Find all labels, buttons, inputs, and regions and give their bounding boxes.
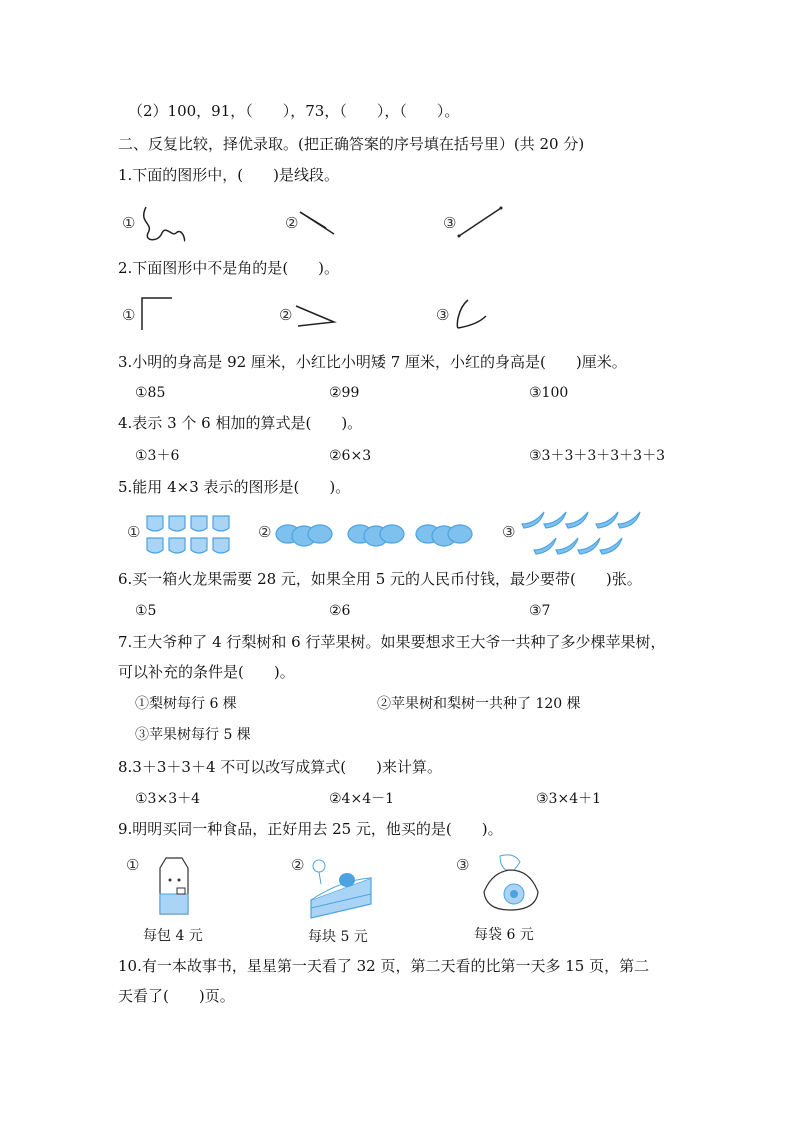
mango-icon <box>272 514 492 554</box>
q3-option-3: ③100 <box>529 385 569 401</box>
q3-option-1: ①85 <box>135 385 166 401</box>
q8-option-2: ②4×4－1 <box>329 791 395 807</box>
option-3-marker: ③ <box>502 523 516 541</box>
pepper-icon <box>516 506 646 554</box>
q9-caption-2: 每块 5 元 <box>308 929 368 945</box>
q8-option-1: ①3×3＋4 <box>135 791 201 807</box>
q4-option-3: ③3＋3＋3＋3＋3＋3 <box>529 448 665 464</box>
question-1: 1.下面的图形中，( )是线段。 <box>118 166 340 184</box>
q9-caption-1: 每包 4 元 <box>143 928 203 944</box>
question-5: 5.能用 4×3 表示的图形是( )。 <box>118 478 351 496</box>
q6-option-1: ①5 <box>135 603 157 619</box>
question-4: 4.表示 3 个 6 相加的算式是( )。 <box>118 414 363 432</box>
q6-option-3: ③7 <box>529 603 551 619</box>
option-2-marker: ② <box>279 306 293 324</box>
option-3-marker: ③ <box>436 306 450 324</box>
curve-line-icon <box>136 203 206 253</box>
q7-option-2: ②苹果树和梨树一共种了 120 棵 <box>377 696 581 712</box>
q6-option-2: ②6 <box>329 603 351 619</box>
option-1-marker: ① <box>122 214 136 232</box>
segment-icon <box>455 202 505 242</box>
option-1-marker: ① <box>126 856 140 874</box>
q8-option-3: ③3×4＋1 <box>536 791 602 807</box>
cake-icon <box>305 856 385 926</box>
q3-option-2: ②99 <box>329 385 360 401</box>
option-3-marker: ③ <box>456 856 470 874</box>
section-title: 二、反复比较，择优录取。(把正确答案的序号填在括号里）(共 20 分) <box>118 135 585 153</box>
option-3-marker: ③ <box>443 214 457 232</box>
acute-angle-icon <box>292 300 342 340</box>
curved-angle-icon <box>450 296 500 336</box>
option-2-marker: ② <box>258 523 272 541</box>
q9-caption-3: 每袋 6 元 <box>474 927 534 943</box>
strawberry-icon <box>143 510 233 556</box>
bread-bag-icon <box>476 852 546 922</box>
q4-option-1: ①3＋6 <box>135 448 180 464</box>
q7-option-1: ①梨树每行 6 棵 <box>135 696 237 712</box>
question-8: 8.3＋3＋3＋4 不可以改写成算式( )来计算。 <box>118 758 442 776</box>
sequence-question: （2）100，91，（ ），73，（ ），（ ）。 <box>128 102 460 120</box>
question-10-line-2: 天看了( )页。 <box>118 987 235 1005</box>
option-1-marker: ① <box>127 523 141 541</box>
question-2: 2.下面图形中不是角的是( )。 <box>118 259 340 277</box>
milk-carton-icon <box>150 854 200 920</box>
question-10-line-1: 10.有一本故事书，星星第一天看了 32 页，第二天看的比第一天多 15 页，第二 <box>118 957 650 975</box>
option-2-marker: ② <box>291 856 305 874</box>
question-9: 9.明明买同一种食品，正好用去 25 元，他买的是( )。 <box>118 820 503 838</box>
question-7-line-1: 7.王大爷种了 4 行梨树和 6 行苹果树。如果要想求王大爷一共种了多少棵苹果树， <box>118 633 666 651</box>
question-6: 6.买一箱火龙果需要 28 元，如果全用 5 元的人民币付钱，最少要带( )张。 <box>118 570 642 588</box>
question-3: 3.小明的身高是 92 厘米，小红比小明矮 7 厘米，小红的身高是( )厘米。 <box>118 353 627 371</box>
q7-option-3: ③苹果树每行 5 棵 <box>135 727 251 743</box>
option-2-marker: ② <box>285 214 299 232</box>
right-angle-icon <box>136 294 176 334</box>
q4-option-2: ②6×3 <box>329 448 372 464</box>
option-1-marker: ① <box>122 306 136 324</box>
ray-icon <box>298 208 338 238</box>
question-7-line-2: 可以补充的条件是( )。 <box>118 663 295 681</box>
